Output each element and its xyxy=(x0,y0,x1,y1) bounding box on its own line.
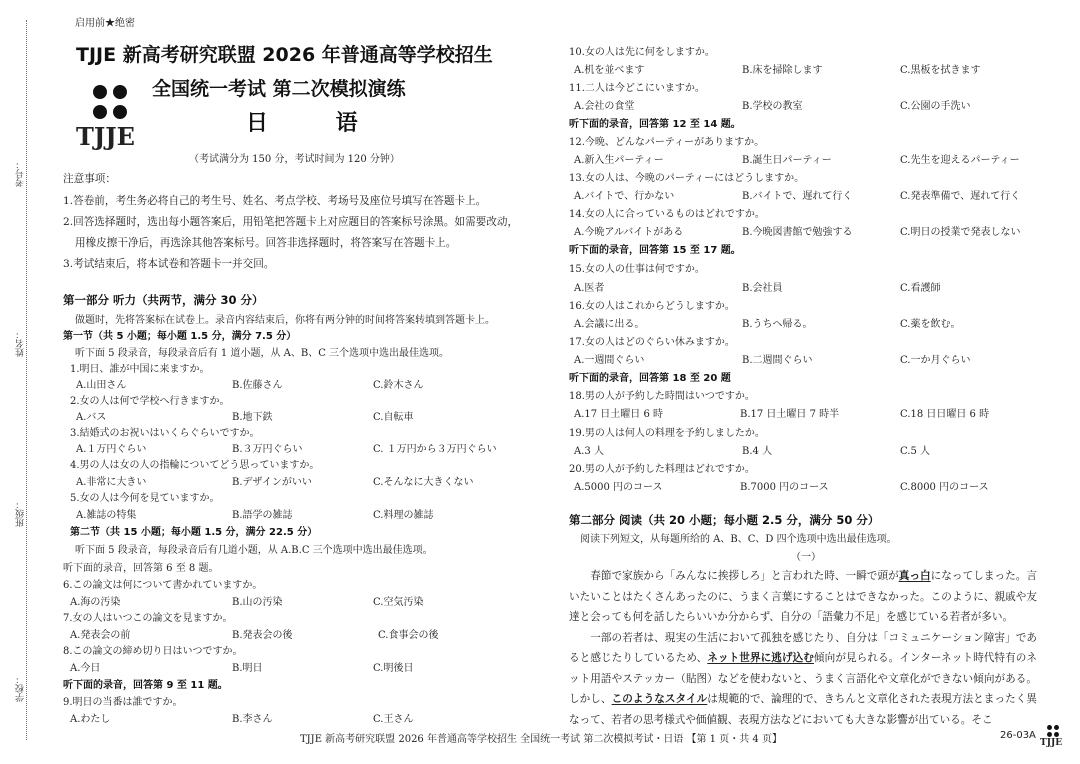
q7-option-c: C.食事会の後 xyxy=(378,630,439,641)
q7-option-b: B.発表会の後 xyxy=(232,630,293,641)
q17-option-b: B.二週間ぐらい xyxy=(742,355,813,366)
q6-option-c: C.空気汚染 xyxy=(373,597,424,608)
q18-option-c: C.18 日日曜日 6 時 xyxy=(900,409,990,420)
question-15: 15.女の人の仕事は何ですか。 xyxy=(569,264,705,275)
q8-option-b: B.明日 xyxy=(232,663,263,674)
q1-option-a: A.山田さん xyxy=(76,380,127,391)
note-1: 1.答卷前，考生务必将自己的考生号、姓名、考点学校、考场号及座位号填写在答题卡上。 xyxy=(63,195,487,207)
q2-option-c: C.自転車 xyxy=(373,412,414,423)
passage-paragraph-1: 春節で家族から「みんなに挨拶しろ」と言われた時、一瞬で頭が真っ白になってしまった。言いたいことはたくさんあったのに、うまく言葉にすることはできなかった。このように、親戚や友達と会っても何を話したらいいか分からず、自分の「語彙力不足」を感じている若者が多い。 xyxy=(569,570,1038,623)
q4-option-a: A.非常に大きい xyxy=(76,477,147,488)
q8-option-c: C.明後日 xyxy=(373,663,414,674)
question-5: 5.女の人は今何を見ていますか。 xyxy=(70,493,220,504)
question-9: 9.明日の当番は誰ですか。 xyxy=(63,697,183,708)
underlined-phrase-1: 真っ白 xyxy=(898,570,931,582)
q17-option-c: C.一か月ぐらい xyxy=(900,355,971,366)
q19-option-c: C.5 人 xyxy=(900,446,931,457)
q1-option-b: B.佐藤さん xyxy=(232,380,283,391)
notes-title: 注意事项： xyxy=(63,173,116,185)
q20-option-c: C.8000 円のコース xyxy=(900,482,989,493)
q16-option-a: A.会議に出る。 xyxy=(574,319,645,330)
section2-title: 第二节（共 15 小题；每小题 1.5 分，满分 22.5 分） xyxy=(70,527,318,538)
binding-name: 姓名： xyxy=(16,330,26,357)
group-12-14: 听下面的录音，回答第 12 至 14 题。 xyxy=(569,119,741,130)
q4-option-c: C.そんなに大きくない xyxy=(373,477,474,488)
footer-code: 26-03A xyxy=(1000,730,1036,741)
q18-option-b: B.17 日土曜日 7 時半 xyxy=(740,409,840,420)
q19-option-a: A.3 人 xyxy=(574,446,604,457)
group-6-8: 听下面的录音，回答第 6 至 8 题。 xyxy=(63,563,219,574)
q11-option-a: A.会社の食堂 xyxy=(574,101,635,112)
binding-exam-no: 考号： xyxy=(16,160,26,187)
q3-option-a: A.１万円ぐらい xyxy=(76,444,147,455)
part2-title: 第二部分 阅读（共 20 小题；每小题 2.5 分，满分 50 分） xyxy=(569,513,880,527)
question-6: 6.この論文は何について書かれていますか。 xyxy=(63,580,263,591)
section1-title: 第一节（共 5 小题；每小题 1.5 分，满分 7.5 分） xyxy=(63,331,297,342)
question-14: 14.女の人に合っているものはどれですか。 xyxy=(569,209,765,220)
q11-option-b: B.学校の教室 xyxy=(742,101,803,112)
binding-class: 班级： xyxy=(16,500,26,527)
reading-passage xyxy=(569,566,1037,730)
q13-option-a: A.バイトで、行かない xyxy=(574,191,675,202)
q1-option-c: C.鈴木さん xyxy=(373,380,424,391)
group-15-17: 听下面的录音，回答第 15 至 17 题。 xyxy=(569,245,741,256)
q7-option-a: A.発表会の前 xyxy=(70,630,131,641)
q6-option-a: A.海の汚染 xyxy=(70,597,121,608)
question-8: 8.この論文の締め切り日はいつですか。 xyxy=(63,646,243,657)
binding-school: 学校： xyxy=(16,675,26,702)
q15-option-a: A.医者 xyxy=(574,283,605,294)
q11-option-c: C.公園の手洗い xyxy=(900,101,971,112)
q9-option-c: C.王さん xyxy=(373,714,414,725)
q20-option-b: B.7000 円のコース xyxy=(740,482,829,493)
footer-logo xyxy=(1040,724,1066,754)
footer-logo-icon xyxy=(1046,724,1060,738)
question-17: 17.女の人はどのぐらい休みますか。 xyxy=(569,337,735,348)
question-2: 2.女の人は何で学校へ行きますか。 xyxy=(70,396,230,407)
q8-option-a: A.今日 xyxy=(70,663,101,674)
q18-option-a: A.17 日土曜日 6 時 xyxy=(574,409,664,420)
exam-info: （考试满分为 150 分，考试时间为 120 分钟） xyxy=(189,154,400,165)
tjje-logo xyxy=(76,82,146,152)
tjje-logo-text: TJJE xyxy=(76,122,135,151)
note-2a: 2.回答选择题时，选出每小题答案后，用铅笔把答题卡上对应题目的答案标号涂黑。如需要改动， xyxy=(63,216,519,228)
q10-option-c: C.黒板を拭きます xyxy=(900,65,981,76)
question-7: 7.女の人はいつこの論文を見ますか。 xyxy=(63,613,233,624)
section1-desc: 听下面 5 段录音，每段录音后有 1 道小题，从 A、B、C 三个选项中选出最佳选项。 xyxy=(75,348,450,359)
part1-title: 第一部分 听力（共两节，满分 30 分） xyxy=(63,293,264,307)
footer-logo-text: TJJE xyxy=(1040,738,1063,748)
q5-option-b: B.語学の雑誌 xyxy=(232,510,293,521)
q12-option-c: C.先生を迎えるパーティー xyxy=(900,155,1020,166)
exam-title-line2: 全国统一考试 第二次模拟演练 xyxy=(152,78,406,100)
q2-option-b: B.地下鉄 xyxy=(232,412,273,423)
question-3: 3.結婚式のお祝いはいくらぐらいですか。 xyxy=(70,428,260,439)
q12-option-b: B.誕生日パーティー xyxy=(742,155,832,166)
q10-option-a: A.机を並べます xyxy=(574,65,645,76)
q15-option-b: B.会社員 xyxy=(742,283,783,294)
binding-dotted-line xyxy=(26,20,27,740)
q16-option-c: C.薬を飲む。 xyxy=(900,319,961,330)
question-10: 10.女の人は先に何をしますか。 xyxy=(569,47,715,58)
q16-option-b: B.うちへ帰る。 xyxy=(742,319,813,330)
section2-desc: 听下面 5 段录音，每段录音后有几道小题，从 A.B.C 三个选项中选出最佳选项。 xyxy=(75,545,433,556)
q4-option-b: B.デザインがいい xyxy=(232,477,312,488)
footer-text: TJJE 新高考研究联盟 2026 年普通高等学校招生 全国统一考试 第二次模拟考试・日语 【第 1 页・共 4 页】 xyxy=(300,734,782,745)
q13-option-b: B.バイトで、遅れて行く xyxy=(742,191,853,202)
passage-paragraph-2: 一部の若者は、現実の生活において孤独を感じたり、自分は「コミュニケーション障害」であると感じたりしているため、ネット世界に逃げ込む傾向が見られる。インターネット時代特有のネット用語やステッカー（貼图）などを使わないと、うまく言語化や文章化ができない傾向がある。しかし、このようなスタイルは規範的で、論理的で、きちんと文章化された表現方法とまったく異なって、若者の思考様式や価値観、表現方法などにおいても大きな影響が出ている。そこ xyxy=(569,631,1038,726)
question-12: 12.今晩、どんなパーティーがありますか。 xyxy=(569,137,765,148)
secret-tag: 启用前★绝密 xyxy=(75,18,135,29)
note-2b: 用橡皮擦干净后，再选涂其他答案标号。回答非选择题时，将答案写在答题卡上。 xyxy=(75,237,457,249)
question-4: 4.男の人は女の人の指輪についてどう思っていますか。 xyxy=(70,460,320,471)
question-11: 11.二人は今どこにいますか。 xyxy=(569,83,705,94)
q3-option-c: C. １万円から３万円ぐらい xyxy=(373,444,497,455)
q5-option-a: A.雑誌の特集 xyxy=(76,510,137,521)
q15-option-c: C.看護師 xyxy=(900,283,941,294)
q20-option-a: A.5000 円のコース xyxy=(574,482,663,493)
q10-option-b: B.床を掃除します xyxy=(742,65,823,76)
q17-option-a: A.一週間ぐらい xyxy=(574,355,645,366)
q12-option-a: A.新入生パーティー xyxy=(574,155,664,166)
question-13: 13.女の人は、今晩のパーティーにはどうしますか。 xyxy=(569,173,805,184)
question-20: 20.男の人が予約した料理はどれですか。 xyxy=(569,464,755,475)
question-16: 16.女の人はこれからどうしますか。 xyxy=(569,301,735,312)
q3-option-b: B.３万円ぐらい xyxy=(232,444,303,455)
question-1: 1.明日、誰が中国に来ますか。 xyxy=(70,364,210,375)
subject-title: 日 语 xyxy=(246,111,388,136)
note-3: 3.考试结束后，将本试卷和答题卡一并交回。 xyxy=(63,258,275,270)
passage-number: （一） xyxy=(791,552,821,563)
exam-title-line1: TJJE 新高考研究联盟 2026 年普通高等学校招生 xyxy=(76,44,493,66)
q14-option-c: C.明日の授業で発表しない xyxy=(900,227,1021,238)
q13-option-c: C.発表準備で、遅れて行く xyxy=(900,191,1021,202)
q19-option-b: B.4 人 xyxy=(742,446,773,457)
q14-option-a: A.今晩アルバイトがある xyxy=(574,227,684,238)
underlined-phrase-3: このようなスタイル xyxy=(611,693,708,705)
q6-option-b: B.山の汚染 xyxy=(232,597,283,608)
question-18: 18.男の人が予約した時間はいつですか。 xyxy=(569,391,755,402)
group-9-11: 听下面的录音，回答第 9 至 11 题。 xyxy=(63,680,228,691)
q5-option-c: C.料理の雑誌 xyxy=(373,510,434,521)
part2-desc: 阅读下列短文，从每题所给的 A、B、C、D 四个选项中选出最佳选项。 xyxy=(580,534,897,545)
q9-option-a: A.わたし xyxy=(70,714,111,725)
group-18-20: 听下面的录音，回答第 18 至 20 题 xyxy=(569,373,731,384)
q14-option-b: B.今晩図書館で勉強する xyxy=(742,227,853,238)
question-19: 19.男の人は何人の料理を予約しましたか。 xyxy=(569,428,765,439)
underlined-phrase-2: ネット世界に逃げ込む xyxy=(707,652,814,664)
q9-option-b: B.李さん xyxy=(232,714,273,725)
part1-desc: 做题时，先将答案标在试卷上。录音内容结束后，你将有两分钟的时间将答案转填到答题卡上。 xyxy=(75,315,495,326)
tjje-logo-icon xyxy=(90,82,130,122)
q2-option-a: A.バス xyxy=(76,412,107,423)
